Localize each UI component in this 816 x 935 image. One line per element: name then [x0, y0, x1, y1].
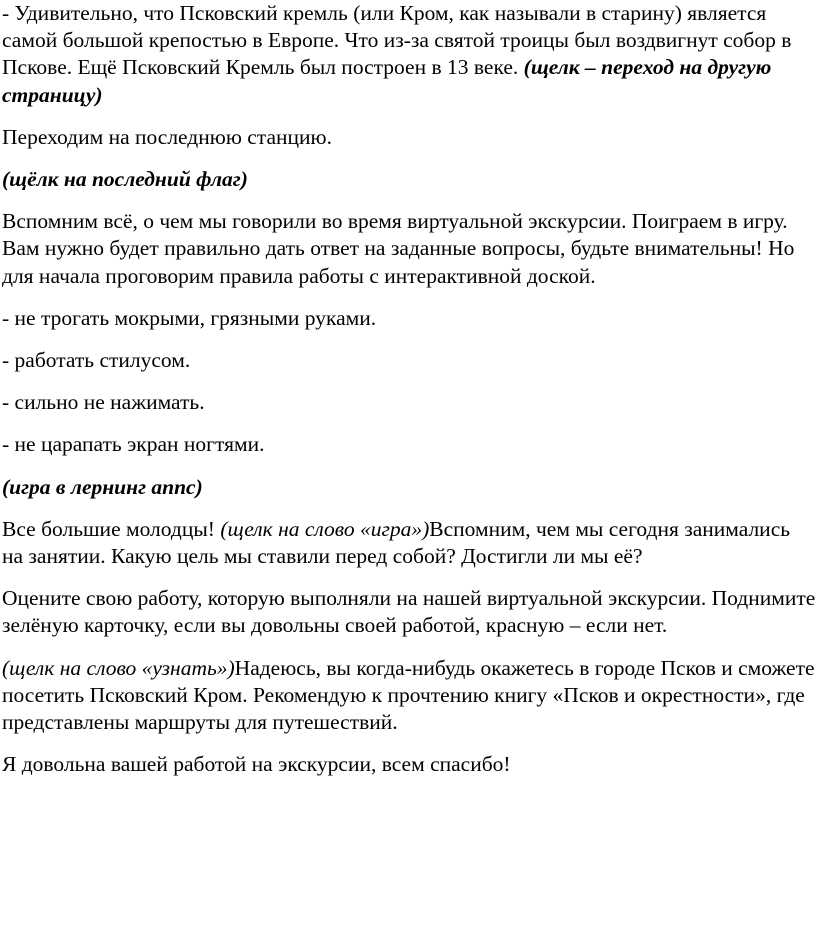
stage-direction-game — [2, 474, 816, 501]
paragraph-last-station: Переходим на последнюю станцию. — [2, 124, 332, 149]
rule-item: - не царапать экран ногтями. — [2, 432, 265, 457]
paragraph-well-done — [2, 516, 816, 570]
rule-item: - сильно не нажимать. — [2, 390, 205, 415]
pskov-book-text: Надеюсь, вы когда-нибудь окажетесь в городе Псков и сможете посетить Псковский Кром. Рекомендую к прочтению книгу «Псков и окрестности», где представлены маршруты для путешествий. — [2, 655, 815, 735]
paragraph-thanks: Я довольна вашей работой на экскурсии, всем спасибо! — [2, 752, 511, 777]
rule-item: - не трогать мокрыми, грязными руками. — [2, 305, 377, 330]
paragraph-self-assessment: Оцените свою работу, которую выполняли на нашей виртуальной экскурсии. Поднимите зелёную карточку, если вы довольны своей работой, красную – если нет. — [2, 586, 816, 638]
kremlin-text: - Удивительно, что Псковский кремль (или Кром, как называли в старину) является самой большой крепостью в Европе. Что из-за святой троицы был воздвигнут собор в Пскове. Ещё Псковский Кремль был построен в 13 веке. — [2, 1, 792, 80]
stage-direction-last-flag — [2, 166, 816, 193]
stage-direction-word-game: (щелк на слово «игра») — [220, 516, 430, 541]
well-done-start: Все большие молодцы! — [2, 516, 221, 541]
stage-direction-next-page: (щелк – переход на другую страницу) — [2, 55, 772, 107]
stage-direction-word-learn: (щелк на слово «узнать») — [2, 655, 235, 680]
paragraph-pskov-book — [2, 655, 816, 737]
stage-direction-last-flag-text: (щёлк на последний флаг) — [2, 167, 248, 192]
rule-item: - работать стилусом. — [2, 348, 191, 373]
well-done-rest: Вспомним, чем мы сегодня занимались на занятии. Какую цель мы ставили перед собой? Достигли ли мы её? — [2, 516, 791, 569]
paragraph-recall: Вспомним всё, о чем мы говорили во время виртуальной экскурсии. Поиграем в игру. Вам нужно будет правильно дать ответ на заданные вопросы, будьте внимательны! Но для начала проговорим правила работы с интерактивной доской. — [2, 209, 795, 288]
paragraph-kremlin — [2, 0, 816, 109]
stage-direction-game-text: (игра в лернинг аппс) — [2, 474, 203, 499]
